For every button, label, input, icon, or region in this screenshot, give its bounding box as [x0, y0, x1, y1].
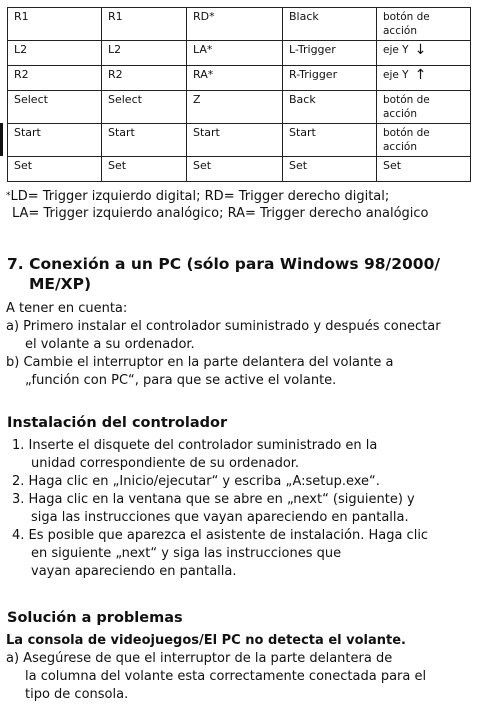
- solution-line: a) Asegúrese de que el interruptor de la parte delantera de: [6, 651, 393, 666]
- heading-line: ME/XP): [29, 275, 92, 293]
- footnote-text: LD= Trigger izquierdo digital; RD= Trigger derecho digital;: [10, 189, 390, 204]
- table-cell: L-Trigger: [283, 41, 377, 66]
- heading-line: 7. Conexión a un PC (sólo para Windows 98/2000/: [7, 255, 441, 273]
- note-line: el volante a su ordenador.: [25, 337, 195, 352]
- connection-notes: [6, 300, 477, 390]
- troubleshooting-body: [6, 632, 477, 704]
- table-cell: R1: [8, 8, 102, 41]
- cell-text: botón de acción: [383, 127, 430, 153]
- arrow-up-icon: ↑: [414, 67, 427, 83]
- step-line: 3. Haga clic en la ventana que se abre en „next“ (siguiente) y: [12, 492, 415, 507]
- footnote-text: LA= Trigger izquierdo analógico; RA= Trigger derecho analógico: [12, 206, 429, 221]
- table-cell: R2: [8, 66, 102, 91]
- table-cell: Select: [8, 91, 102, 124]
- table-cell: Set: [8, 157, 102, 182]
- step-line: 2. Haga clic en „Inicio/ejecutar“ y escriba „A:setup.exe“.: [12, 474, 380, 489]
- table-row: [8, 66, 471, 91]
- table-cell: Z: [187, 91, 283, 124]
- table-row: [8, 124, 471, 157]
- table-cell: R2: [102, 66, 187, 91]
- arrow-down-icon: ↓: [414, 42, 427, 58]
- table-cell: LA*: [187, 41, 283, 66]
- solution-line: tipo de consola.: [25, 687, 129, 702]
- table-cell: Black: [283, 8, 377, 41]
- table-row: [8, 91, 471, 124]
- table-cell: Start: [8, 124, 102, 157]
- table-cell: R-Trigger: [283, 66, 377, 91]
- table-cell: [377, 124, 471, 157]
- table-row: [8, 8, 471, 41]
- troubleshooting-heading: Solución a problemas: [7, 610, 183, 626]
- table-cell: Start: [187, 124, 283, 157]
- step-line: vayan apareciendo en pantalla.: [31, 564, 237, 579]
- table-cell: L2: [102, 41, 187, 66]
- install-steps: [12, 437, 477, 581]
- table-cell: Set: [377, 157, 471, 182]
- table-row: [8, 157, 471, 182]
- table-cell: Set: [187, 157, 283, 182]
- cell-text: botón de acción: [383, 11, 430, 37]
- cell-text: eje Y: [383, 69, 409, 81]
- button-mapping-table: [7, 7, 471, 182]
- table-cell: Start: [102, 124, 187, 157]
- table-row: [8, 41, 471, 66]
- table-cell: [377, 91, 471, 124]
- note-line: a) Primero instalar el controlador suministrado y después conectar: [6, 319, 441, 334]
- install-heading: Instalación del controlador: [7, 415, 228, 431]
- step-line: en siguiente „next“ y siga las instrucciones que: [31, 546, 342, 561]
- solution-line: la columna del volante esta correctamente conectada para el: [25, 669, 427, 684]
- table-cell: Set: [102, 157, 187, 182]
- table-cell: [377, 8, 471, 41]
- table-cell: [377, 41, 471, 66]
- cell-text: eje Y: [383, 44, 409, 56]
- note-line: b) Cambie el interruptor en la parte delantera del volante a: [6, 355, 394, 370]
- step-line: unidad correspondiente de su ordenador.: [31, 456, 300, 471]
- table-cell: R1: [102, 8, 187, 41]
- table-cell: Select: [102, 91, 187, 124]
- cell-text: botón de acción: [383, 94, 430, 120]
- footnote-line: [6, 188, 476, 205]
- table-cell: RD*: [187, 8, 283, 41]
- table-cell: RA*: [187, 66, 283, 91]
- step-line: siga las instrucciones que vayan apareciendo en pantalla.: [31, 510, 409, 525]
- table-cell: [377, 66, 471, 91]
- note-label: A tener en cuenta:: [6, 301, 128, 316]
- section-heading: [7, 254, 477, 294]
- note-line: „función con PC“, para que se active el volante.: [25, 373, 337, 388]
- table-cell: L2: [8, 41, 102, 66]
- step-line: 4. Es posible que aparezca el asistente de instalación. Haga clic: [12, 528, 429, 543]
- footnote-line: [6, 205, 476, 222]
- table-footnote: [6, 188, 476, 222]
- footnote-marker: *: [6, 191, 11, 201]
- step-line: 1. Inserte el disquete del controlador suministrado en la: [12, 438, 378, 453]
- table-cell: Back: [283, 91, 377, 124]
- table-cell: Start: [283, 124, 377, 157]
- problem-title: La consola de videojuegos/El PC no detecta el volante.: [6, 633, 406, 648]
- page-edge-marker: [0, 123, 3, 156]
- table-cell: Set: [283, 157, 377, 182]
